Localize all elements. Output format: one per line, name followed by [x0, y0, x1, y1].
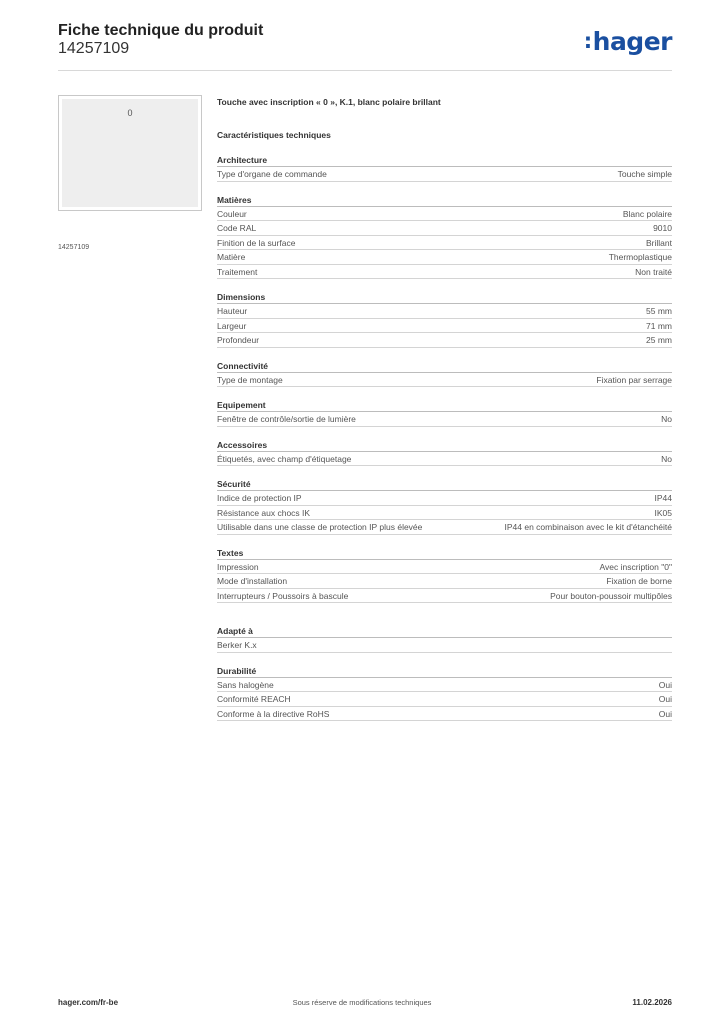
spec-row — [217, 678, 672, 693]
characteristics-title: Caractéristiques techniques — [217, 130, 331, 140]
spec-section — [217, 399, 672, 427]
spec-row — [217, 412, 672, 427]
spec-label: Interrupteurs / Poussoirs à bascule — [217, 590, 349, 601]
spec-label: Utilisable dans une classe de protection IP plus élevée — [217, 522, 423, 532]
spec-section — [217, 547, 672, 604]
footer-date: 11.02.2026 — [632, 998, 672, 1007]
spec-value: No — [661, 414, 672, 424]
spec-value: 55 mm — [646, 306, 672, 316]
spec-value: IK05 — [654, 507, 672, 518]
section-title: Adapté à — [217, 625, 672, 638]
spec-label: Mode d'installation — [217, 576, 288, 586]
spec-value: Brillant — [646, 237, 672, 248]
spec-value: Avec inscription "0" — [599, 561, 672, 572]
section-title: Dimensions — [217, 291, 672, 304]
spec-label: Berker K.x — [217, 640, 257, 650]
spec-row — [217, 250, 672, 265]
spec-value: Oui — [658, 694, 672, 704]
spec-label: Largeur — [217, 320, 247, 331]
spec-row — [217, 506, 672, 521]
spec-row — [217, 574, 672, 589]
spec-value: Pour bouton-poussoir multipôles — [550, 590, 672, 601]
spec-label: Conformité REACH — [217, 694, 291, 704]
spec-label: Fenêtre de contrôle/sortie de lumière — [217, 414, 356, 424]
spec-row — [217, 692, 672, 707]
spec-row — [217, 221, 672, 236]
spec-section — [217, 478, 672, 535]
section-title: Connectivité — [217, 360, 672, 373]
spec-section — [217, 360, 672, 388]
spec-row — [217, 167, 672, 182]
spec-section — [217, 291, 672, 348]
spec-label: Hauteur — [217, 306, 248, 316]
spec-row — [217, 207, 672, 222]
spec-label: Étiquetés, avec champ d'étiquetage — [217, 453, 352, 464]
spec-value: 9010 — [653, 223, 672, 233]
header-divider — [58, 70, 672, 71]
spec-row — [217, 452, 672, 467]
spec-value: No — [661, 453, 672, 464]
spec-value: Blanc polaire — [622, 208, 672, 219]
spec-row — [217, 373, 672, 388]
key-symbol: 0 — [127, 108, 133, 118]
footer-website: hager.com/fr-be — [58, 998, 119, 1007]
spec-label: Finition de la surface — [217, 237, 296, 248]
section-title: Matières — [217, 194, 672, 207]
spec-content — [217, 95, 672, 721]
spec-value: Thermoplastique — [608, 252, 672, 262]
spec-section — [217, 665, 672, 722]
spec-value: IP44 — [654, 493, 672, 503]
spec-row — [217, 560, 672, 575]
spec-row — [217, 333, 672, 348]
spec-label: Traitement — [217, 266, 258, 277]
spec-label: Résistance aux chocs IK — [217, 507, 311, 518]
section-title: Durabilité — [217, 665, 672, 678]
spec-label: Indice de protection IP — [217, 493, 302, 503]
section-title: Architecture — [217, 154, 672, 167]
spec-row — [217, 319, 672, 334]
spec-label: Sans halogène — [217, 679, 274, 690]
spec-row — [217, 491, 672, 506]
section-title: Textes — [217, 547, 672, 560]
spec-label: Profondeur — [217, 335, 260, 345]
image-caption: 14257109 — [58, 244, 90, 251]
spec-section — [217, 625, 672, 653]
spec-value: Fixation de borne — [606, 576, 672, 586]
spec-section — [217, 439, 672, 467]
logo-text: hager — [592, 27, 672, 56]
footer-disclaimer: Sous réserve de modifications techniques — [292, 998, 432, 1007]
spec-row — [217, 304, 672, 319]
spec-label: Code RAL — [217, 223, 257, 233]
spec-value: 25 mm — [646, 335, 672, 345]
spec-row — [217, 589, 672, 604]
spec-row — [217, 236, 672, 251]
spec-row — [217, 638, 672, 653]
spec-value: Non traité — [635, 266, 672, 277]
spec-section — [217, 154, 672, 182]
hager-logo: :hager — [583, 27, 672, 56]
spec-section — [217, 194, 672, 280]
section-title: Accessoires — [217, 439, 672, 452]
spec-value: Oui — [658, 679, 672, 690]
spec-value: Fixation par serrage — [596, 374, 672, 385]
product-code: 14257109 — [58, 40, 130, 57]
spec-row — [217, 520, 672, 535]
section-title: Sécurité — [217, 478, 672, 491]
spec-label: Type de montage — [217, 374, 283, 385]
spec-label: Matière — [217, 252, 246, 262]
spec-value: Touche simple — [617, 169, 672, 179]
spec-label: Conforme à la directive RoHS — [217, 708, 330, 719]
page-title: Fiche technique du produit — [58, 22, 264, 39]
spec-value: Oui — [658, 708, 672, 719]
spec-sections — [217, 154, 672, 721]
spec-label: Couleur — [217, 208, 247, 219]
section-title: Equipement — [217, 399, 672, 412]
spec-value: IP44 en combinaison avec le kit d'étanchéité — [504, 522, 672, 532]
switch-key-picture — [62, 99, 198, 207]
spec-label: Type d'organe de commande — [217, 169, 327, 179]
product-image — [58, 95, 202, 211]
product-title: Touche avec inscription « 0 », K.1, blanc polaire brillant — [217, 97, 441, 107]
spec-value: 71 mm — [646, 320, 672, 331]
spec-row — [217, 707, 672, 722]
spec-row — [217, 265, 672, 280]
spec-label: Impression — [217, 561, 259, 572]
